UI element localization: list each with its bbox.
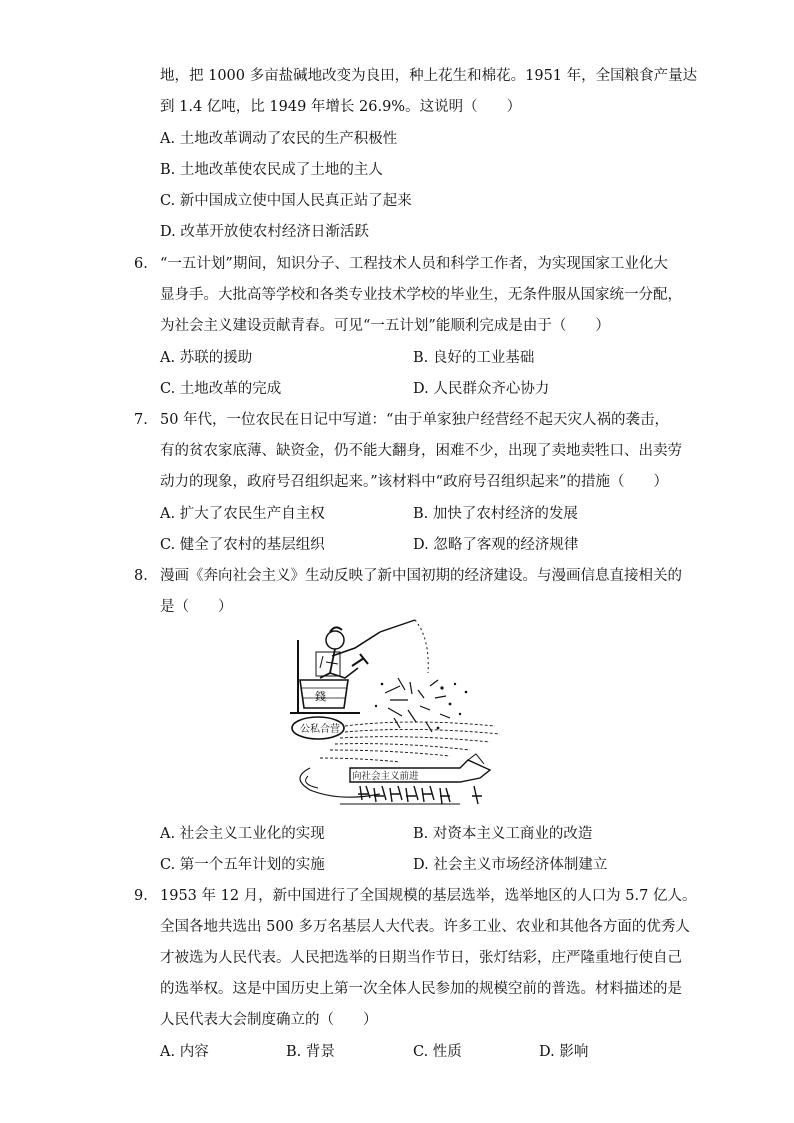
q9-line-2: 全国各地共选出 500 多万名基层人大代表。许多工业、农业和其他各方面的优秀人 — [160, 919, 690, 935]
q6-line-2: 显身手。大批高等学校和各类专业技术学校的毕业生，无条件服从国家统一分配， — [160, 287, 682, 303]
q7-option-b[interactable]: B. 加快了农村经济的发展 — [413, 506, 578, 522]
q8-line-2: 是（ ） — [160, 599, 233, 615]
q9-option-c[interactable]: C. 性质 — [413, 1044, 462, 1060]
q7-option-d[interactable]: D. 忽略了客观的经济规律 — [413, 537, 579, 553]
q7-number: 7. — [134, 412, 148, 428]
q7-line-2: 有的贫农家底薄、缺资金，仍不能大翻身，困难不少，出现了卖地卖牲口、出卖劳 — [160, 443, 682, 459]
q8-option-d[interactable]: D. 社会主义市场经济体制建立 — [413, 857, 608, 873]
q6-line-1: “一五计划”期间，知识分子、工程技术人员和科学工作者，为实现国家工业化大 — [160, 256, 668, 272]
cartoon-label-advance: 向社会主义前进 — [352, 771, 419, 782]
q6-option-d[interactable]: D. 人民群众齐心协力 — [413, 381, 550, 397]
q5-option-c[interactable]: C. 新中国成立使中国人民真正站了起来 — [160, 193, 412, 209]
cartoon-label-merger: 公私合营 — [300, 724, 340, 735]
q6-option-b[interactable]: B. 良好的工业基础 — [413, 350, 535, 366]
q7-line-1: 50 年代，一位农民在日记中写道：“由于单家独户经营经不起天灾人祸的袭击， — [160, 412, 669, 428]
q9-number: 9. — [134, 888, 148, 904]
q5-line-1: 地，把 1000 多亩盐碱地改变为良田，种上花生和棉花。1951 年，全国粮食产量达 — [160, 68, 698, 84]
q5-option-d[interactable]: D. 改革开放使农村经济日渐活跃 — [160, 224, 369, 240]
q5-option-a[interactable]: A. 土地改革调动了农民的生产积极性 — [160, 131, 398, 147]
cartoon-illustration — [290, 618, 505, 818]
q9-line-1: 1953 年 12 月，新中国进行了全国规模的基层选举，选举地区的人口为 5.7 亿人。 — [160, 888, 697, 904]
q8-option-a[interactable]: A. 社会主义工业化的实现 — [160, 826, 325, 842]
q5-line-2: 到 1.4 亿吨，比 1949 年增长 26.9%。这说明（ ） — [160, 99, 522, 115]
q9-line-5: 人民代表大会制度确立的（ ） — [160, 1012, 378, 1028]
svg-text:錢: 錢 — [315, 690, 326, 703]
q6-number: 6. — [134, 256, 148, 272]
q9-option-b[interactable]: B. 背景 — [286, 1044, 335, 1060]
q9-line-4: 的选举权。这是中国历史上第一次全体人民参加的规模空前的普选。材料描述的是 — [160, 981, 682, 997]
q7-option-a[interactable]: A. 扩大了农民生产自主权 — [160, 506, 325, 522]
q8-number: 8. — [134, 568, 148, 584]
q8-line-1: 漫画《奔向社会主义》生动反映了新中国初期的经济建设。与漫画信息直接相关的 — [160, 568, 682, 584]
q7-line-3: 动力的现象，政府号召组织起来。”该材料中“政府号召组织起来”的措施（ ） — [160, 474, 668, 490]
q8-option-c[interactable]: C. 第一个五年计划的实施 — [160, 857, 325, 873]
q6-line-3: 为社会主义建设贡献青春。可见“一五计划”能顺利完成是由于（ ） — [160, 318, 610, 334]
q9-option-a[interactable]: A. 内容 — [160, 1044, 209, 1060]
q6-option-c[interactable]: C. 土地改革的完成 — [160, 381, 282, 397]
q7-option-c[interactable]: C. 健全了农村的基层组织 — [160, 537, 325, 553]
q9-line-3: 才被选为人民代表。人民把选举的日期当作节日，张灯结彩，庄严隆重地行使自己 — [160, 950, 682, 966]
q6-option-a[interactable]: A. 苏联的援助 — [160, 350, 253, 366]
q5-option-b[interactable]: B. 土地改革使农民成了土地的主人 — [160, 162, 383, 178]
q8-option-b[interactable]: B. 对资本主义工商业的改造 — [413, 826, 593, 842]
q9-option-d[interactable]: D. 影响 — [539, 1044, 589, 1060]
